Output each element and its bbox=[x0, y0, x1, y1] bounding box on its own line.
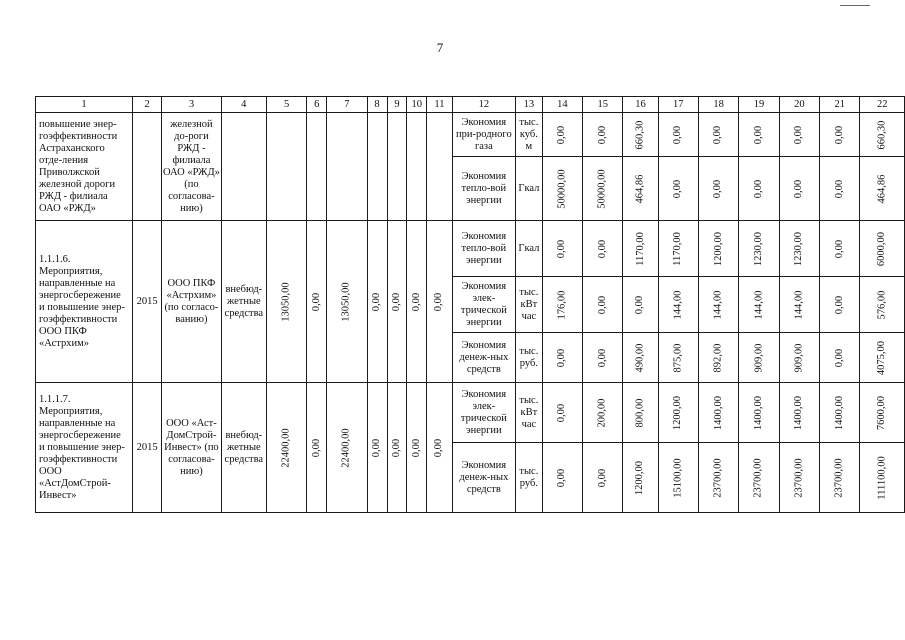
header-cell: 13 bbox=[516, 97, 543, 113]
value-cell-text: 1230,00 bbox=[753, 231, 765, 266]
funding-cell-c6-text: 0,00 bbox=[310, 292, 322, 311]
header-cell: 6 bbox=[307, 97, 327, 113]
funding-cell-c10 bbox=[407, 113, 427, 221]
funding-cell-c5 bbox=[266, 113, 306, 221]
value-cell bbox=[739, 277, 779, 333]
value-cell-text: 464,86 bbox=[634, 174, 646, 203]
table-row bbox=[36, 113, 905, 157]
header-cell: 19 bbox=[739, 97, 779, 113]
funding-cell-c9 bbox=[387, 221, 407, 383]
measure-cell: 1.1.1.7. Мероприятия, направленные на энергосбережение и повышение энер-гоэффективности ООО «АстДомСтрой-Инвест» bbox=[36, 383, 133, 513]
funding-cell-c6 bbox=[307, 221, 327, 383]
value-cell bbox=[623, 333, 658, 383]
funding-cell-c9-text: 0,00 bbox=[390, 292, 402, 311]
header-cell: 14 bbox=[542, 97, 582, 113]
value-cell-text: 1400,00 bbox=[833, 395, 845, 430]
indicator-cell: Экономия тепло-вой энергии bbox=[452, 221, 515, 277]
funding-cell-c11 bbox=[427, 221, 453, 383]
unit-cell: Гкал bbox=[516, 157, 543, 221]
value-cell bbox=[583, 277, 623, 333]
value-cell bbox=[860, 383, 905, 443]
value-cell bbox=[698, 157, 738, 221]
value-cell-text: 1170,00 bbox=[634, 231, 646, 266]
value-cell-text: 660,30 bbox=[876, 120, 888, 149]
value-cell-text: 1400,00 bbox=[753, 395, 765, 430]
header-cell: 7 bbox=[327, 97, 367, 113]
value-cell bbox=[779, 157, 819, 221]
funding-cell-c7-text: 13050,00 bbox=[340, 281, 352, 322]
header-cell: 11 bbox=[427, 97, 453, 113]
value-cell-text: 909,00 bbox=[753, 343, 765, 372]
funding-cell-c5-text: 22400,00 bbox=[280, 427, 292, 468]
value-cell-text: 0,00 bbox=[556, 403, 568, 422]
funding-cell-c9-text: 0,00 bbox=[390, 438, 402, 457]
funding-cell-c5 bbox=[266, 221, 306, 383]
value-cell bbox=[820, 333, 860, 383]
value-cell bbox=[860, 157, 905, 221]
value-cell-text: 0,00 bbox=[634, 295, 646, 314]
value-cell bbox=[658, 333, 698, 383]
value-cell-text: 144,00 bbox=[793, 290, 805, 319]
value-cell-text: 23700,00 bbox=[753, 457, 765, 498]
value-cell bbox=[860, 113, 905, 157]
header-row bbox=[36, 97, 905, 113]
value-cell bbox=[739, 157, 779, 221]
header-cell: 2 bbox=[132, 97, 161, 113]
value-cell-text: 490,00 bbox=[634, 343, 646, 372]
value-cell bbox=[820, 383, 860, 443]
value-cell-text: 1400,00 bbox=[793, 395, 805, 430]
value-cell bbox=[860, 221, 905, 277]
value-cell bbox=[698, 113, 738, 157]
value-cell-text: 464,86 bbox=[876, 174, 888, 203]
value-cell bbox=[658, 157, 698, 221]
value-cell bbox=[779, 221, 819, 277]
value-cell bbox=[542, 333, 582, 383]
value-cell-text: 0,00 bbox=[753, 125, 765, 144]
value-cell-text: 50000,00 bbox=[556, 168, 568, 209]
funding-cell-c9 bbox=[387, 113, 407, 221]
value-cell-text: 50000,00 bbox=[596, 168, 608, 209]
value-cell-text: 892,00 bbox=[712, 343, 724, 372]
funding-cell-c8 bbox=[367, 383, 387, 513]
value-cell-text: 0,00 bbox=[712, 179, 724, 198]
value-cell bbox=[739, 383, 779, 443]
header-cell: 5 bbox=[266, 97, 306, 113]
executor-cell: ООО ПКФ «Астрхим» (по согласо-ванию) bbox=[162, 221, 221, 383]
value-cell bbox=[623, 277, 658, 333]
value-cell-text: 0,00 bbox=[556, 468, 568, 487]
value-cell-text: 0,00 bbox=[833, 348, 845, 367]
value-cell-text: 0,00 bbox=[596, 295, 608, 314]
value-cell bbox=[779, 333, 819, 383]
indicator-cell: Экономия денеж-ных средств bbox=[452, 443, 515, 513]
value-cell bbox=[583, 383, 623, 443]
value-cell bbox=[698, 443, 738, 513]
value-cell bbox=[779, 443, 819, 513]
header-cell: 1 bbox=[36, 97, 133, 113]
value-cell-text: 0,00 bbox=[753, 179, 765, 198]
value-cell bbox=[698, 277, 738, 333]
executor-cell: железной до-роги РЖД - филиала ОАО «РЖД» (по согласова-нию) bbox=[162, 113, 221, 221]
value-cell bbox=[820, 157, 860, 221]
value-cell-text: 0,00 bbox=[833, 125, 845, 144]
page-number: 7 bbox=[436, 40, 444, 55]
value-cell-text: 875,00 bbox=[672, 343, 684, 372]
funding-cell-c8-text: 0,00 bbox=[371, 292, 383, 311]
scan-artifact bbox=[840, 5, 870, 6]
funding-cell-c6 bbox=[307, 383, 327, 513]
value-cell bbox=[739, 443, 779, 513]
value-cell bbox=[542, 383, 582, 443]
year-cell: 2015 bbox=[132, 383, 161, 513]
value-cell bbox=[542, 157, 582, 221]
value-cell-text: 660,30 bbox=[634, 120, 646, 149]
header-cell: 12 bbox=[452, 97, 515, 113]
value-cell bbox=[698, 221, 738, 277]
source-cell bbox=[221, 113, 266, 221]
value-cell bbox=[860, 277, 905, 333]
value-cell bbox=[698, 333, 738, 383]
unit-cell: тыс. кВт час bbox=[516, 383, 543, 443]
header-cell: 18 bbox=[698, 97, 738, 113]
value-cell-text: 0,00 bbox=[833, 295, 845, 314]
indicator-cell: Экономия денеж-ных средств bbox=[452, 333, 515, 383]
year-cell: 2015 bbox=[132, 221, 161, 383]
value-cell-text: 0,00 bbox=[596, 348, 608, 367]
unit-cell: тыс. куб. м bbox=[516, 113, 543, 157]
value-cell bbox=[583, 443, 623, 513]
year-cell bbox=[132, 113, 161, 221]
value-cell bbox=[623, 383, 658, 443]
funding-cell-c8-text: 0,00 bbox=[371, 438, 383, 457]
indicator-cell: Экономия при-родного газа bbox=[452, 113, 515, 157]
value-cell-text: 1200,00 bbox=[712, 231, 724, 266]
value-cell-text: 7600,00 bbox=[876, 395, 888, 430]
value-cell-text: 23700,00 bbox=[833, 457, 845, 498]
value-cell bbox=[623, 113, 658, 157]
indicator-cell: Экономия тепло-вой энергии bbox=[452, 157, 515, 221]
funding-cell-c10-text: 0,00 bbox=[410, 438, 422, 457]
value-cell-text: 0,00 bbox=[672, 125, 684, 144]
value-cell-text: 23700,00 bbox=[793, 457, 805, 498]
header-cell: 10 bbox=[407, 97, 427, 113]
value-cell bbox=[658, 383, 698, 443]
value-cell-text: 23700,00 bbox=[712, 457, 724, 498]
value-cell-text: 0,00 bbox=[596, 125, 608, 144]
value-cell-text: 1170,00 bbox=[672, 231, 684, 266]
indicator-cell: Экономия элек-трической энергии bbox=[452, 277, 515, 333]
table-row bbox=[36, 383, 905, 443]
measure-cell: повышение энер-гоэффективности Астраханского отде-ления Приволжской железной дороги РЖД - филиала ОАО «РЖД» bbox=[36, 113, 133, 221]
funding-cell-c11 bbox=[427, 113, 453, 221]
header-cell: 21 bbox=[820, 97, 860, 113]
value-cell bbox=[583, 157, 623, 221]
header-cell: 15 bbox=[583, 97, 623, 113]
value-cell-text: 4075,00 bbox=[876, 340, 888, 375]
table-row bbox=[36, 221, 905, 277]
unit-cell: тыс. руб. bbox=[516, 333, 543, 383]
value-cell-text: 0,00 bbox=[672, 179, 684, 198]
value-cell-text: 176,00 bbox=[556, 290, 568, 319]
value-cell bbox=[739, 221, 779, 277]
value-cell bbox=[820, 221, 860, 277]
value-cell bbox=[542, 113, 582, 157]
header-cell: 22 bbox=[860, 97, 905, 113]
value-cell bbox=[542, 443, 582, 513]
value-cell-text: 1200,00 bbox=[634, 460, 646, 495]
funding-cell-c5-text: 13050,00 bbox=[280, 281, 292, 322]
funding-cell-c10 bbox=[407, 383, 427, 513]
value-cell-text: 6000,00 bbox=[876, 231, 888, 266]
source-cell: внебюд-жетные средства bbox=[221, 383, 266, 513]
header-cell: 4 bbox=[221, 97, 266, 113]
value-cell-text: 0,00 bbox=[833, 239, 845, 258]
value-cell bbox=[779, 383, 819, 443]
value-cell-text: 0,00 bbox=[596, 468, 608, 487]
value-cell-text: 576,00 bbox=[876, 290, 888, 319]
executor-cell: ООО «Аст-ДомСтрой-Инвест» (по согласова-нию) bbox=[162, 383, 221, 513]
value-cell-text: 144,00 bbox=[712, 290, 724, 319]
value-cell bbox=[860, 443, 905, 513]
value-cell bbox=[739, 113, 779, 157]
funding-cell-c9 bbox=[387, 383, 407, 513]
value-cell-text: 0,00 bbox=[793, 179, 805, 198]
funding-cell-c6 bbox=[307, 113, 327, 221]
value-cell-text: 0,00 bbox=[712, 125, 724, 144]
value-cell bbox=[583, 113, 623, 157]
value-cell-text: 909,00 bbox=[793, 343, 805, 372]
value-cell bbox=[820, 277, 860, 333]
header-cell: 17 bbox=[658, 97, 698, 113]
funding-cell-c11-text: 0,00 bbox=[433, 292, 445, 311]
funding-cell-c7 bbox=[327, 221, 367, 383]
measure-cell: 1.1.1.6. Мероприятия, направленные на энергосбережение и повышение энер-гоэффективности ООО ПКФ «Астрхим» bbox=[36, 221, 133, 383]
value-cell-text: 1400,00 bbox=[712, 395, 724, 430]
unit-cell: тыс. руб. bbox=[516, 443, 543, 513]
value-cell bbox=[739, 333, 779, 383]
value-cell bbox=[860, 333, 905, 383]
value-cell-text: 111100,00 bbox=[876, 455, 888, 500]
value-cell-text: 144,00 bbox=[753, 290, 765, 319]
value-cell bbox=[623, 443, 658, 513]
funding-cell-c7 bbox=[327, 113, 367, 221]
funding-cell-c5 bbox=[266, 383, 306, 513]
value-cell-text: 0,00 bbox=[596, 239, 608, 258]
funding-cell-c6-text: 0,00 bbox=[310, 438, 322, 457]
value-cell bbox=[542, 221, 582, 277]
value-cell bbox=[623, 221, 658, 277]
funding-cell-c11 bbox=[427, 383, 453, 513]
value-cell bbox=[779, 277, 819, 333]
value-cell bbox=[779, 113, 819, 157]
unit-cell: Гкал bbox=[516, 221, 543, 277]
value-cell-text: 1200,00 bbox=[672, 395, 684, 430]
value-cell bbox=[820, 113, 860, 157]
header-cell: 20 bbox=[779, 97, 819, 113]
funding-cell-c7 bbox=[327, 383, 367, 513]
value-cell-text: 0,00 bbox=[556, 125, 568, 144]
value-cell-text: 144,00 bbox=[672, 290, 684, 319]
value-cell bbox=[542, 277, 582, 333]
value-cell bbox=[698, 383, 738, 443]
value-cell bbox=[583, 221, 623, 277]
value-cell bbox=[820, 443, 860, 513]
funding-cell-c8 bbox=[367, 221, 387, 383]
value-cell-text: 0,00 bbox=[556, 348, 568, 367]
value-cell-text: 800,00 bbox=[634, 398, 646, 427]
value-cell bbox=[583, 333, 623, 383]
header-cell: 8 bbox=[367, 97, 387, 113]
header-cell: 9 bbox=[387, 97, 407, 113]
funding-cell-c8 bbox=[367, 113, 387, 221]
value-cell bbox=[658, 277, 698, 333]
program-table bbox=[35, 96, 905, 513]
value-cell-text: 1230,00 bbox=[793, 231, 805, 266]
source-cell: внебюд-жетные средства bbox=[221, 221, 266, 383]
value-cell-text: 0,00 bbox=[556, 239, 568, 258]
header-cell: 3 bbox=[162, 97, 221, 113]
value-cell bbox=[658, 221, 698, 277]
value-cell-text: 200,00 bbox=[596, 398, 608, 427]
funding-cell-c11-text: 0,00 bbox=[433, 438, 445, 457]
value-cell bbox=[623, 157, 658, 221]
funding-cell-c10 bbox=[407, 221, 427, 383]
funding-cell-c10-text: 0,00 bbox=[410, 292, 422, 311]
indicator-cell: Экономия элек-трической энергии bbox=[452, 383, 515, 443]
value-cell-text: 0,00 bbox=[793, 125, 805, 144]
header-cell: 16 bbox=[623, 97, 658, 113]
value-cell-text: 15100,00 bbox=[672, 457, 684, 498]
unit-cell: тыс. кВт час bbox=[516, 277, 543, 333]
value-cell bbox=[658, 113, 698, 157]
value-cell-text: 0,00 bbox=[833, 179, 845, 198]
funding-cell-c7-text: 22400,00 bbox=[340, 427, 352, 468]
value-cell bbox=[658, 443, 698, 513]
